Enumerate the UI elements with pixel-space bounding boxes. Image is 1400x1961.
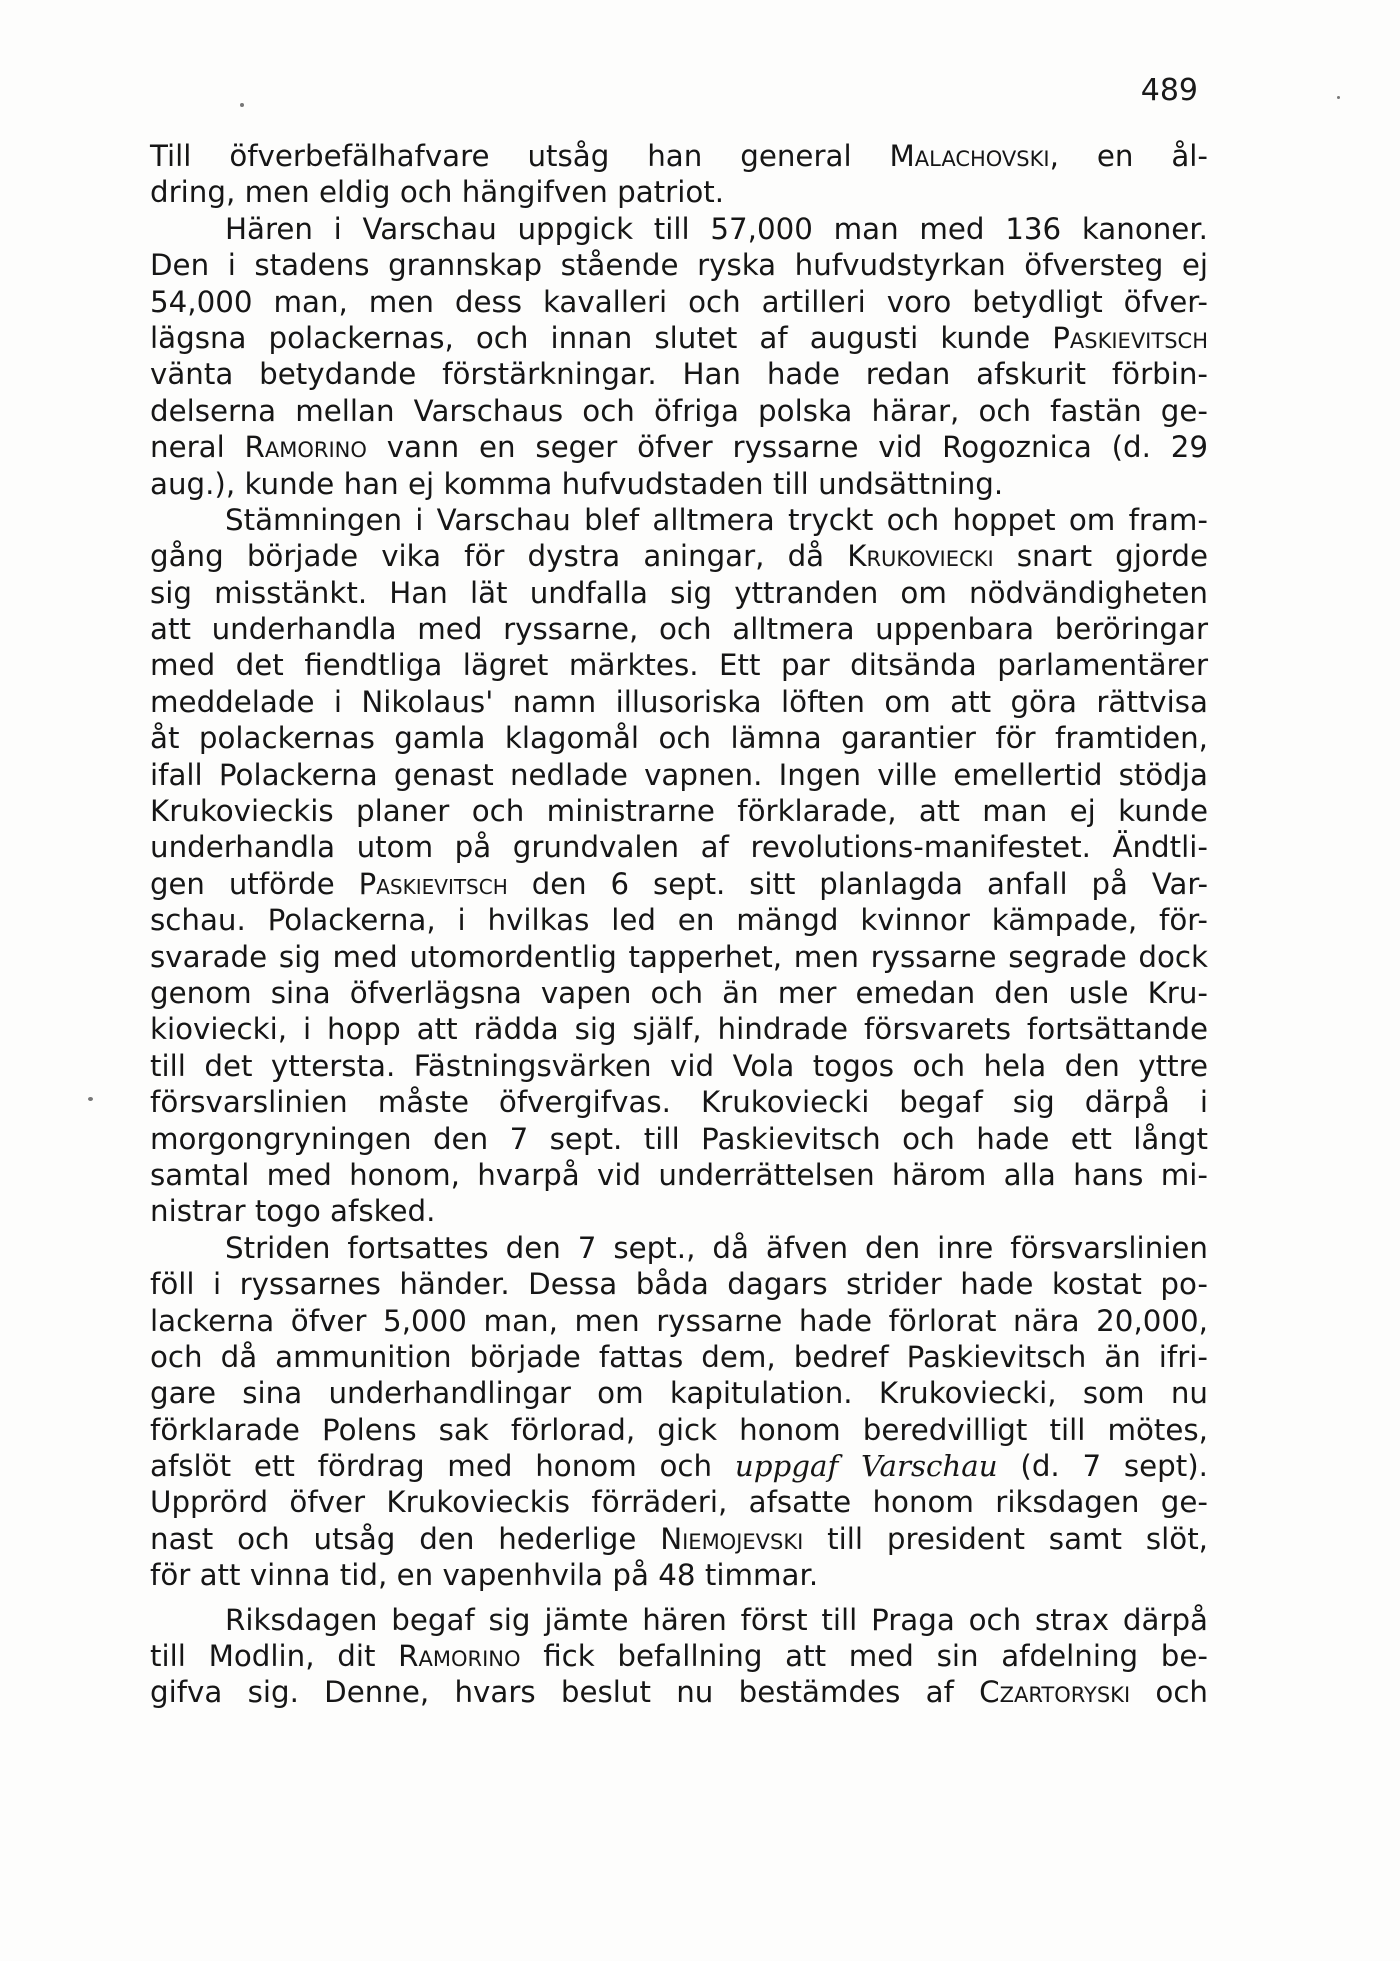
text-segment: meddelade i Nikolaus' namn illusoriska löften om att göra rättvisa xyxy=(150,684,1208,719)
scan-speck xyxy=(240,103,244,107)
text-line xyxy=(150,1266,1208,1302)
text-line xyxy=(150,720,1208,756)
text-line xyxy=(150,647,1208,683)
text-segment: underhandla utom på grundvalen af revolutions-manifestet. Ändtli- xyxy=(150,830,1208,865)
text-segment: neral xyxy=(150,430,245,465)
text-line xyxy=(150,1121,1208,1157)
text-segment: Stämningen i Varschau blef alltmera tryckt och hoppet om fram- xyxy=(225,502,1208,537)
text-segment: kioviecki, i hopp att rädda sig själf, hindrade försvarets fortsättande xyxy=(150,1012,1208,1047)
text-line xyxy=(150,429,1208,465)
name-small-caps: Ramorino xyxy=(398,1639,521,1674)
text-segment: lägsna polackernas, och innan slutet af augusti kunde xyxy=(150,320,1053,355)
text-segment: (d. 7 sept). xyxy=(997,1449,1208,1484)
text-line xyxy=(150,575,1208,611)
text-line xyxy=(150,502,1208,538)
name-small-caps: Krukoviecki xyxy=(847,539,994,574)
text-segment: lackerna öfver 5,000 man, men ryssarne hade förlorat nära 20,000, xyxy=(150,1303,1208,1338)
text-line xyxy=(150,829,1208,865)
text-segment: Striden fortsattes den 7 sept., då äfven den inre försvarslinien xyxy=(225,1230,1208,1265)
text-line xyxy=(150,466,1208,502)
text-segment: till president samt slöt, xyxy=(803,1521,1208,1556)
text-segment: nistrar togo afsked. xyxy=(150,1194,436,1229)
text-line xyxy=(150,1084,1208,1120)
text-line xyxy=(150,393,1208,429)
text-segment: schau. Polackerna, i hvilkas led en mängd kvinnor kämpade, för- xyxy=(150,903,1208,938)
text-line xyxy=(150,211,1208,247)
text-line xyxy=(150,1602,1208,1638)
text-line xyxy=(150,1638,1208,1674)
text-segment: föll i ryssarnes händer. Dessa båda dagars strider hade kostat po- xyxy=(150,1267,1208,1302)
text-segment: delserna mellan Varschaus och öfriga polska härar, och fastän ge- xyxy=(150,393,1208,428)
text-segment: gen utförde xyxy=(150,866,359,901)
text-segment: den 6 sept. sitt planlagda anfall på Var- xyxy=(507,866,1208,901)
text-segment: sig misstänkt. Han lät undfalla sig yttranden om nödvändigheten xyxy=(150,575,1208,610)
text-segment: gare sina underhandlingar om kapitulation. Krukoviecki, som nu xyxy=(150,1376,1208,1411)
text-line xyxy=(150,902,1208,938)
text-segment: till Modlin, dit xyxy=(150,1639,399,1674)
name-small-caps: Czartoryski xyxy=(979,1675,1131,1710)
text-line xyxy=(150,320,1208,356)
text-segment: försvarslinien måste öfvergifvas. Krukoviecki begaf sig därpå i xyxy=(150,1085,1208,1120)
text-segment: till det yttersta. Fästningsvärken vid Vola togos och hela den yttre xyxy=(150,1048,1208,1083)
text-line xyxy=(150,1521,1208,1557)
scan-speck xyxy=(88,1097,93,1101)
text-segment: dring, men eldig och hängifven patriot. xyxy=(150,175,725,210)
emphasis-text: uppgaf Varschau xyxy=(734,1449,998,1484)
text-segment: genom sina öfverlägsna vapen och än mer emedan den usle Kru- xyxy=(150,975,1208,1010)
text-line xyxy=(150,1448,1208,1484)
name-small-caps: Paskievitsch xyxy=(358,866,508,901)
text-segment: åt polackernas gamla klagomål och lämna garantier för framtiden, xyxy=(150,721,1208,756)
text-line xyxy=(150,1484,1208,1520)
text-segment: samtal med honom, hvarpå vid underrättelsen härom alla hans mi- xyxy=(150,1157,1208,1192)
text-segment: svarade sig med utomordentlig tapperhet, men ryssarne segrade dock xyxy=(150,939,1208,974)
text-line xyxy=(150,1193,1208,1229)
text-segment: snart gjorde xyxy=(993,539,1208,574)
text-line xyxy=(150,138,1208,174)
text-line xyxy=(150,1557,1208,1593)
text-line xyxy=(150,866,1208,902)
text-line xyxy=(150,1412,1208,1448)
name-small-caps: Ramorino xyxy=(244,430,367,465)
text-segment: vänta betydande förstärkningar. Han hade redan afskurit förbin- xyxy=(150,357,1208,392)
text-segment: att underhandla med ryssarne, och alltmera uppenbara beröringar xyxy=(150,612,1208,647)
body-text xyxy=(150,138,1208,1711)
text-line xyxy=(150,684,1208,720)
text-segment: aug.), kunde han ej komma hufvudstaden till undsättning. xyxy=(150,466,1004,501)
paragraph-gap xyxy=(150,1594,1208,1602)
name-small-caps: Malachovski xyxy=(889,139,1050,173)
text-segment: och xyxy=(1130,1675,1208,1710)
text-segment: Krukovieckis planer och ministrarne förklarade, att man ej kunde xyxy=(150,794,1208,829)
text-line xyxy=(150,1303,1208,1339)
text-segment: afslöt ett fördrag med honom och xyxy=(150,1449,735,1484)
text-line xyxy=(150,1339,1208,1375)
text-line xyxy=(150,757,1208,793)
text-segment: Riksdagen begaf sig jämte hären först till Praga och strax därpå xyxy=(225,1602,1208,1637)
text-segment: Den i stadens grannskap stående ryska hufvudstyrkan öfversteg ej xyxy=(150,248,1208,283)
text-line xyxy=(150,1230,1208,1266)
text-line xyxy=(150,1048,1208,1084)
text-segment: nast och utsåg den hederlige xyxy=(150,1521,661,1556)
text-line xyxy=(150,1157,1208,1193)
text-segment: 54,000 man, men dess kavalleri och artilleri voro betydligt öfver- xyxy=(150,284,1208,319)
text-segment: Upprörd öfver Krukovieckis förräderi, afsatte honom riksdagen ge- xyxy=(150,1485,1208,1520)
text-segment: Hären i Varschau uppgick till 57,000 man med 136 kanoner. xyxy=(225,211,1208,246)
text-segment: morgongryningen den 7 sept. till Paskievitsch och hade ett långt xyxy=(150,1121,1208,1156)
text-line xyxy=(150,1011,1208,1047)
text-line xyxy=(150,1375,1208,1411)
text-line xyxy=(150,174,1208,210)
text-segment: gång började vika för dystra aningar, då xyxy=(150,539,848,574)
text-line xyxy=(150,356,1208,392)
text-line xyxy=(150,538,1208,574)
text-line xyxy=(150,975,1208,1011)
text-segment: och då ammunition började fattas dem, bedref Paskievitsch än ifri- xyxy=(150,1339,1208,1374)
text-line xyxy=(150,611,1208,647)
text-segment: gifva sig. Denne, hvars beslut nu bestämdes af xyxy=(150,1675,980,1710)
text-line xyxy=(150,284,1208,320)
text-line xyxy=(150,247,1208,283)
text-line xyxy=(150,793,1208,829)
text-segment: ifall Polackerna genast nedlade vapnen. Ingen ville emellertid stödja xyxy=(150,757,1208,792)
text-segment: fick befallning att med sin afdelning be- xyxy=(520,1639,1208,1674)
page-number: 489 xyxy=(1140,73,1198,108)
text-segment: med det fiendtliga lägret märktes. Ett par ditsända parlamentärer xyxy=(150,648,1208,683)
name-small-caps: Niemojevski xyxy=(660,1521,804,1556)
text-line xyxy=(150,939,1208,975)
text-segment: vann en seger öfver ryssarne vid Rogoznica (d. 29 xyxy=(366,430,1208,465)
name-small-caps: Paskievitsch xyxy=(1052,320,1208,355)
scan-speck xyxy=(1337,96,1340,99)
text-segment: , en ål- xyxy=(1049,139,1208,173)
text-segment: Till öfverbefälhafvare utsåg han general xyxy=(150,139,890,173)
text-segment: förklarade Polens sak förlorad, gick honom beredvilligt till mötes, xyxy=(150,1412,1208,1447)
text-line xyxy=(150,1674,1208,1710)
text-segment: för att vinna tid, en vapenhvila på 48 timmar. xyxy=(150,1558,819,1593)
